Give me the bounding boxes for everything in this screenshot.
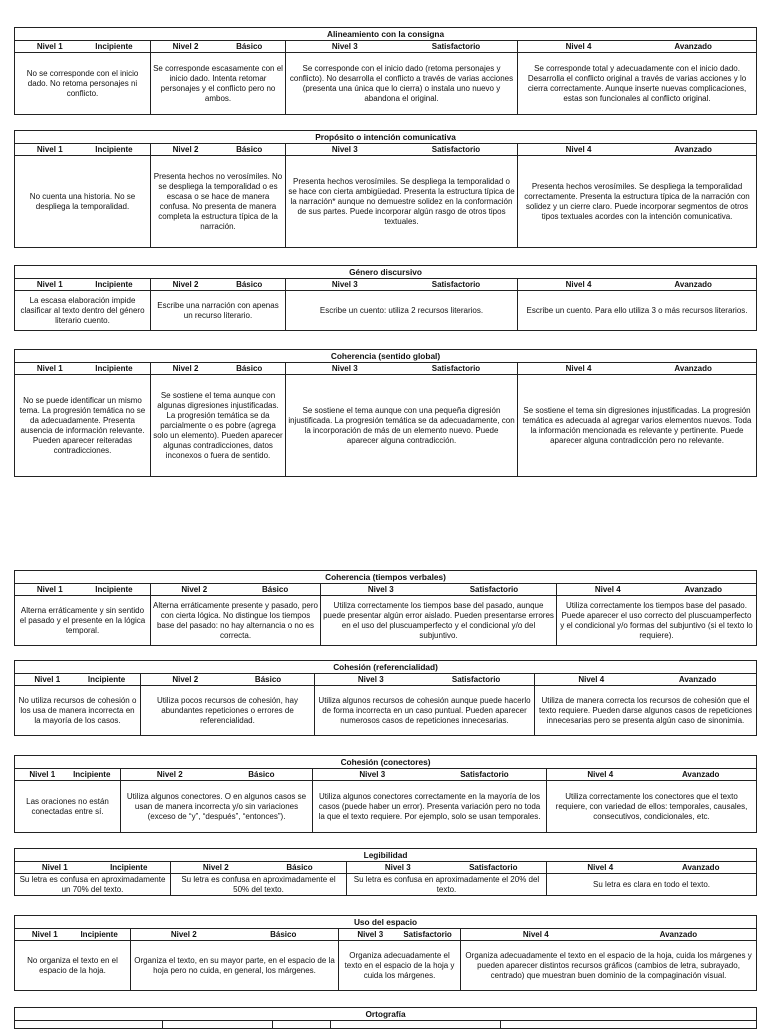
rubric-cell: No utiliza recursos de cohesión o los usa de manera incorrecta en la mayoría de los casos. [15,686,141,736]
rubric-table-referencialidad [14,660,757,736]
rubric-cell: Utiliza algunos recursos de cohesión aunque puede hacerlo de forma incorrecta en un caso puntual. Pueden aparecer numerosos casos de repeticiones innecesarias. [315,686,535,736]
level-header: Nivel 3 Satisfactorio [286,41,518,53]
level-header: Nivel 4 Avanzado [518,363,757,375]
rubric-table-coherencia-global [14,349,757,477]
level-header: Nivel 1 Incipiente [15,144,151,156]
rubric-cell: Presenta hechos verosímiles. Se despliega la temporalidad o se hace con cierta ambigüedad. Presenta la estructura típica de la narración* aunque no demuestre solidez en la conformación de sus partes. Puede incorporar algún rasgo de otros tipos textuales. [286,156,518,248]
rubric-cell: Se corresponde escasamente con el inicio dado. Intenta retomar personajes y el conflicto pero no ambos. [151,53,286,115]
rubric-cell: Se sostiene el tema sin digresiones injustificadas. La progresión temática es adecuada al agregar varios elementos nuevos. Toda la información mencionada es relevante y pertinente. Puede aparecer alguna contradicción pero no relevante. [518,375,757,477]
rubric-cell: Utiliza correctamente los conectores que el texto requiere, con variedad de ellos: temporales, causales, consecutivos, condicionales, etc. [547,781,757,833]
rubric-cell: Escribe un cuento: utiliza 2 recursos literarios. [286,291,518,331]
level-header: Nivel 1 Incipiente [15,674,141,686]
rubric-table-conectores [14,755,757,833]
level-header: Nivel 3 Satisfactorio [347,862,547,874]
rubric-title: Legibilidad [15,849,757,862]
rubric-cell: Organiza adecuadamente el texto en el espacio de la hoja y cuida los márgenes. [339,941,461,991]
rubric-cell: Utiliza pocos recursos de cohesión, hay abundantes repeticiones o errores de referencialidad. [141,686,315,736]
rubric-cell: No se puede identificar un mismo tema. La progresión temática no se da adecuadamente. Presenta ausencia de información relevante. Pueden aparecer reiteradas contradicciones. [15,375,151,477]
rubric-cell: Las oraciones no están conectadas entre sí. [15,781,121,833]
rubric-cell: Utiliza algunos conectores. O en algunos casos se usan de manera incorrecta y/o sin variaciones (exceso de “y”, “después”, “entonces”). [121,781,313,833]
level-header: Nivel 3 Satisfactorio [313,769,547,781]
level-header: Nivel 3 Satisfactorio [286,363,518,375]
rubric-cell: Su letra es confusa en aproximadamente un 70% del texto. [15,874,171,896]
level-header: Nivel 2 Básico [151,363,286,375]
level-header: Nivel 1 Incipiente [15,929,131,941]
rubric-title: Cohesión (conectores) [15,756,757,769]
level-header: Nivel 4 Avanzado [518,279,757,291]
rubric-cell: Su letra es confusa en aproximadamente el 50% del texto. [171,874,347,896]
rubric-cell [15,1021,163,1029]
rubric-cell: Alterna erráticamente y sin sentido el pasado y el presente en la lógica temporal. [15,596,151,646]
level-header: Nivel 2 Básico [151,584,321,596]
rubric-table-proposito [14,130,757,248]
level-header: Nivel 4 Avanzado [557,584,757,596]
rubric-table-alineamiento [14,27,757,115]
level-header: Nivel 2 Básico [131,929,339,941]
level-header: Nivel 4 Avanzado [518,41,757,53]
rubric-cell: Se sostiene el tema aunque con una pequeña digresión injustificada. La progresión temática se da adecuadamente, con la incorporación de más de un elemento nuevo. Puede aparecer alguna contradicción. [286,375,518,477]
rubric-title: Cohesión (referencialidad) [15,661,757,674]
level-header: Nivel 3 Satisfactorio [321,584,557,596]
rubric-cell: No cuenta una historia. No se despliega la temporalidad. [15,156,151,248]
level-header: Nivel 1 Incipiente [15,584,151,596]
level-header: Nivel 1 Incipiente [15,769,121,781]
level-header: Nivel 1 Incipiente [15,363,151,375]
rubric-cell: No organiza el texto en el espacio de la hoja. [15,941,131,991]
level-header: Nivel 4 Avanzado [547,769,757,781]
level-header: Nivel 2 Básico [151,41,286,53]
rubric-cell: Escribe un cuento. Para ello utiliza 3 o más recursos literarios. [518,291,757,331]
rubric-cell: Presenta hechos verosímiles. Se despliega la temporalidad correctamente. Presenta la estructura típica de la narración con solidez y un cierre claro. Puede incorporar segmentos de otros tipos textuales acordes con la intención comunicativa. [518,156,757,248]
rubric-title: Ortografía [15,1008,757,1021]
rubric-cell: Alterna erráticamente presente y pasado, pero con cierta lógica. No distingue los tiempos base del pasado: no hay alternancia o no es correcta. [151,596,321,646]
rubric-cell: Se sostiene el tema aunque con algunas digresiones injustificadas. La progresión temática se da parcialmente o es pobre (agrega solo un elemento). Pueden aparecer algunas contradicciones, datos inconexos o fuera de sentido. [151,375,286,477]
rubric-table-uso-espacio [14,915,757,991]
level-header: Nivel 3 Satisfactorio [286,279,518,291]
level-header: Nivel 4 Avanzado [518,144,757,156]
rubric-title: Uso del espacio [15,916,757,929]
level-header: Nivel 3 Satisfactorio [339,929,461,941]
level-header: Nivel 3 Satisfactorio [286,144,518,156]
rubric-table-tiempos-verbales [14,570,757,646]
rubric-title: Alineamiento con la consigna [15,28,757,41]
level-header: Nivel 2 Básico [171,862,347,874]
rubric-cell: Utiliza de manera correcta los recursos de cohesión que el texto requiere. Pueden darse algunos casos de repeticiones innecesarias pero se presenta algún caso de sinonimia. [535,686,757,736]
rubric-cell: Organiza el texto, en su mayor parte, en el espacio de la hoja pero no cuida, en general, los márgenes. [131,941,339,991]
level-header: Nivel 2 Básico [121,769,313,781]
rubric-cell: Organiza adecuadamente el texto en el espacio de la hoja, cuida los márgenes y pueden aparecer distintos recursos gráficos (cambios de letra, subrayado, centrado) que muestran buen dominio de la compaginación visual. [461,941,757,991]
rubric-cell: Utiliza correctamente los tiempos base del pasado, aunque puede presentar algún error aislado. Pueden presentarse errores en el uso del pluscuamperfecto y el condicional y/o del subjuntivo. [321,596,557,646]
level-header: Nivel 2 Básico [151,144,286,156]
rubric-cell [501,1021,757,1029]
level-header: Nivel 1 Incipiente [15,41,151,53]
rubric-cell: Su letra es confusa en aproximadamente el 20% del texto. [347,874,547,896]
rubric-cell [273,1021,331,1029]
rubric-title: Género discursivo [15,266,757,279]
rubric-table-ortografia [14,1007,757,1029]
level-header: Nivel 2 Básico [141,674,315,686]
rubric-cell: Su letra es clara en todo el texto. [547,874,757,896]
level-header: Nivel 3 Satisfactorio [315,674,535,686]
rubric-cell: La escasa elaboración impide clasificar al texto dentro del género literario cuento. [15,291,151,331]
rubric-table-genero [14,265,757,331]
rubric-cell: Se corresponde con el inicio dado (retoma personajes y conflicto). No desarrolla el conflicto a través de varias acciones (presenta una única que lo cierra) o instala uno nuevo y abandona el original. [286,53,518,115]
rubric-cell: No se corresponde con el inicio dado. No retoma personajes ni conflicto. [15,53,151,115]
level-header: Nivel 1 Incipiente [15,279,151,291]
level-header: Nivel 2 Básico [151,279,286,291]
level-header: Nivel 1 Incipiente [15,862,171,874]
rubric-table-legibilidad [14,848,757,896]
level-header: Nivel 4 Avanzado [547,862,757,874]
rubric-title: Propósito o intención comunicativa [15,131,757,144]
rubric-cell [163,1021,273,1029]
level-header: Nivel 4 Avanzado [535,674,757,686]
rubric-title: Coherencia (sentido global) [15,350,757,363]
rubric-title: Coherencia (tiempos verbales) [15,571,757,584]
rubric-cell: Se corresponde total y adecuadamente con el inicio dado. Desarrolla el conflicto original a través de varias acciones y lo cierra correctamente. Aunque inserte nuevas complicaciones, estas son funcionales al conflicto original. [518,53,757,115]
rubric-cell: Escribe una narración con apenas un recurso literario. [151,291,286,331]
rubric-cell: Utiliza algunos conectores correctamente en la mayoría de los casos (puede haber un error). Presenta variación pero no toda la que el texto requiere. Por ejemplo, solo se usan temporales. [313,781,547,833]
level-header: Nivel 4 Avanzado [461,929,757,941]
rubric-cell [331,1021,501,1029]
rubric-cell: Presenta hechos no verosímiles. No se despliega la temporalidad o es escasa o se hace de manera confusa. No presenta de manera completa la estructura típica de la narración. [151,156,286,248]
rubric-cell: Utiliza correctamente los tiempos base del pasado. Puede aparecer el uso correcto del pluscuamperfecto y el condicional y/o formas del subjuntivo (si el texto lo requiere). [557,596,757,646]
